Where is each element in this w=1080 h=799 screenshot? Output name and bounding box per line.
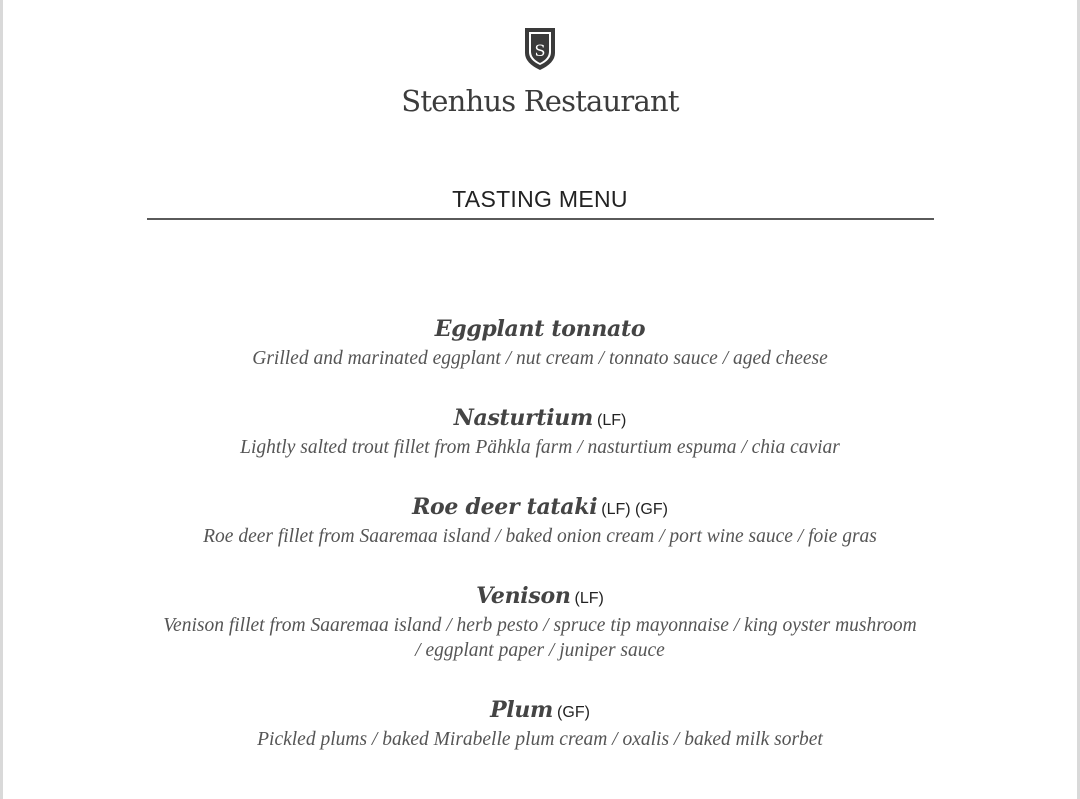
restaurant-name: Stenhus Restaurant (401, 84, 679, 118)
page-edge-left (0, 0, 3, 799)
course-diet-tags: (LF) (GF) (601, 501, 668, 518)
heading-divider (147, 218, 934, 220)
course-item (0, 403, 1080, 460)
course-heading (0, 403, 1080, 433)
course-description (0, 435, 1080, 460)
course-item (0, 314, 1080, 371)
menu-title: TASTING MENU (452, 186, 628, 212)
course-description (0, 524, 1080, 549)
course-item (0, 695, 1080, 752)
course-diet-tags: (LF) (574, 590, 604, 607)
course-description (0, 613, 1080, 663)
course-heading (0, 314, 1080, 344)
crest-logo-icon (522, 25, 558, 73)
course-diet-tags: (GF) (557, 704, 590, 721)
course-description (0, 727, 1080, 752)
course-item (0, 581, 1080, 663)
course-description-line: Venison fillet from Saaremaa island / herb pesto / spruce tip mayonnaise / king oyster mushroom (163, 615, 917, 636)
course-name: Eggplant tonnato (434, 316, 646, 342)
course-name: Venison (476, 583, 571, 609)
course-item (0, 492, 1080, 549)
course-description-line: Roe deer fillet from Saaremaa island / baked onion cream / port wine sauce / foie gras (203, 526, 877, 547)
course-description (0, 346, 1080, 371)
course-description-line: Lightly salted trout fillet from Pähkla farm / nasturtium espuma / chia caviar (240, 437, 840, 458)
course-description-line: Grilled and marinated eggplant / nut cream / tonnato sauce / aged cheese (252, 348, 828, 369)
course-heading (0, 695, 1080, 725)
course-heading (0, 492, 1080, 522)
course-name: Nasturtium (453, 405, 593, 431)
course-diet-tags: (LF) (596, 412, 627, 429)
course-description-line: / eggplant paper / juniper sauce (415, 640, 665, 661)
course-name: Plum (490, 697, 554, 723)
crest-letter: S (534, 41, 546, 60)
course-description-line: Pickled plums / baked Mirabelle plum cream / oxalis / baked milk sorbet (257, 729, 823, 750)
course-heading (0, 581, 1080, 611)
course-name: Roe deer tataki (412, 494, 598, 520)
